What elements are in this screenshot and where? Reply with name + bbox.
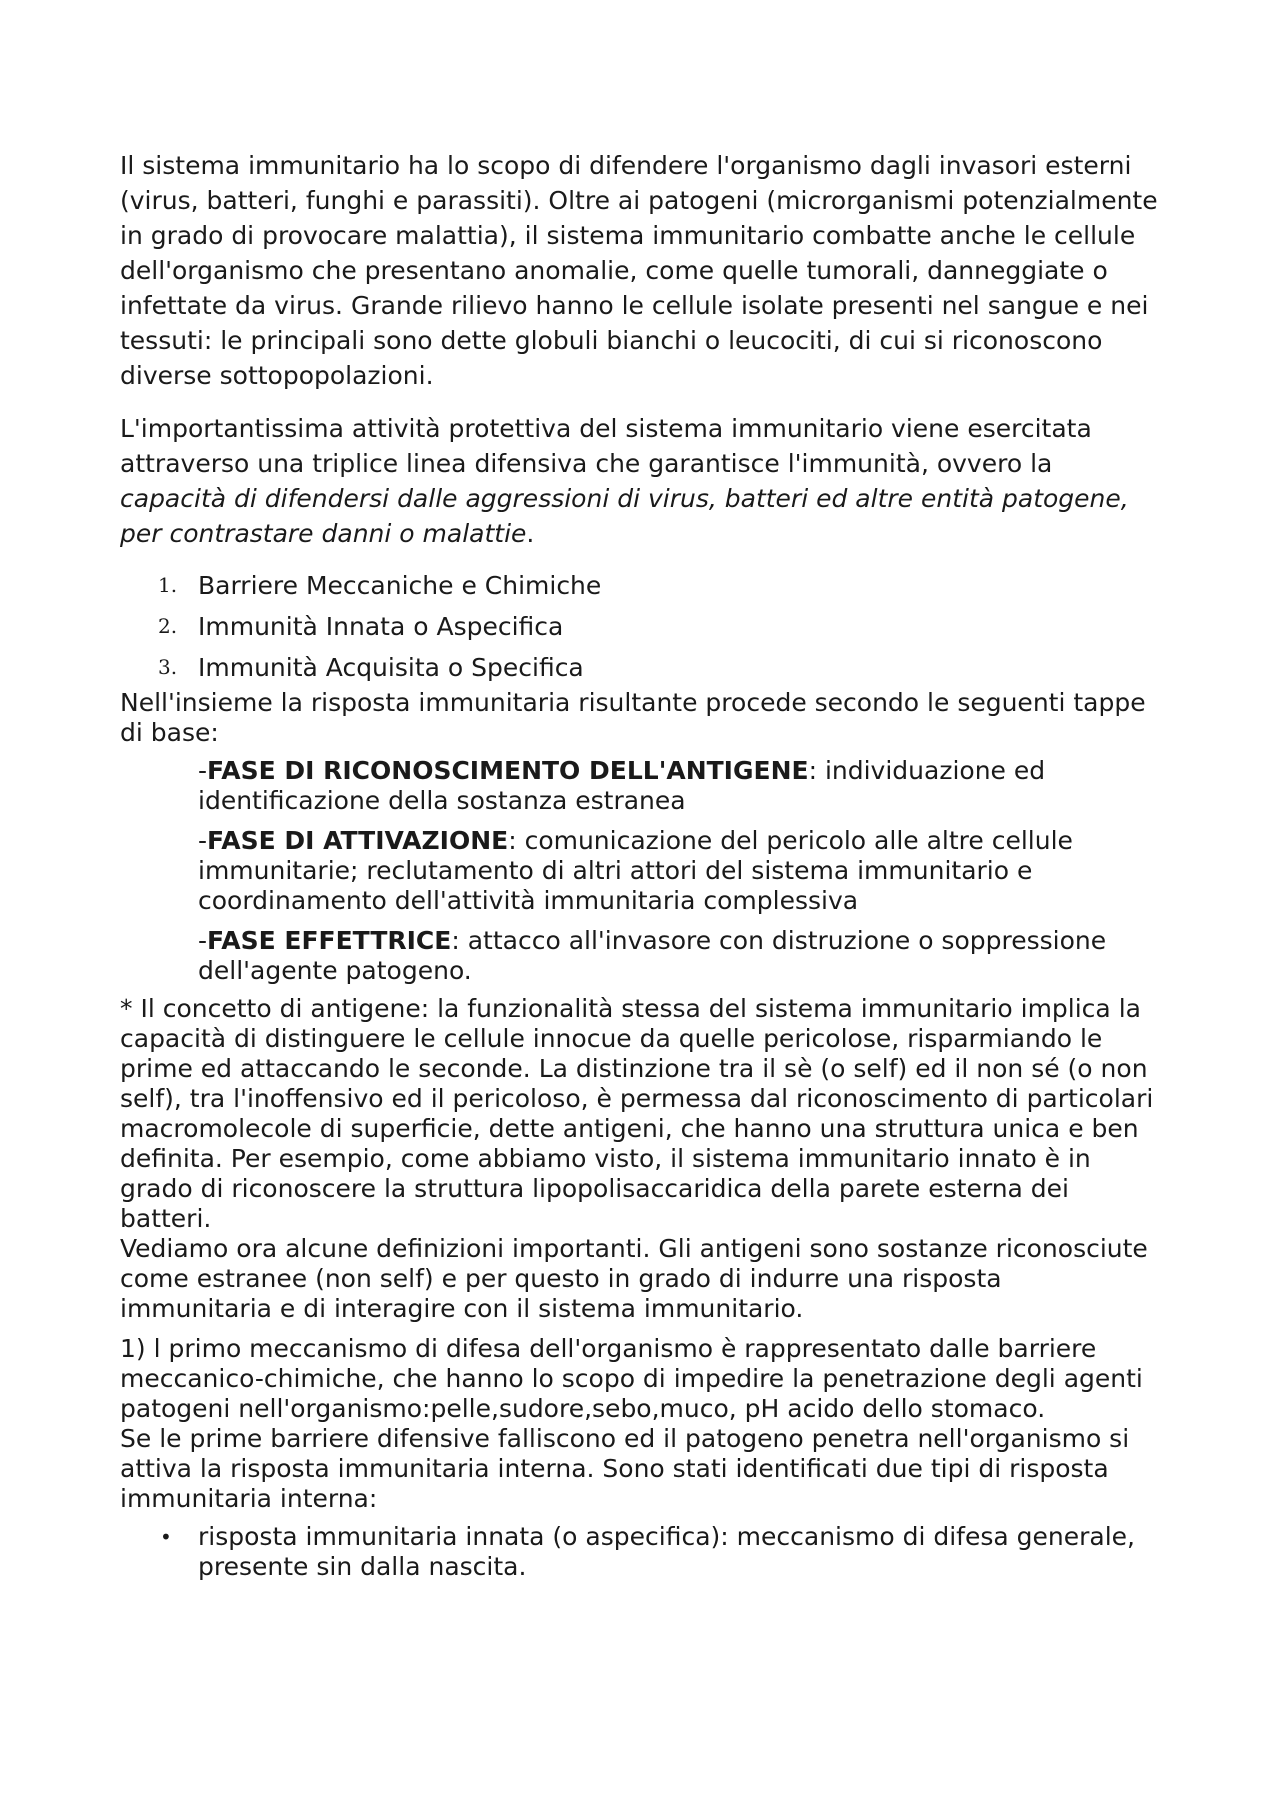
phase-item xyxy=(120,826,1160,916)
list-item xyxy=(120,606,1160,647)
immunity-paragraph xyxy=(120,411,1160,551)
phase-dash: - xyxy=(198,926,208,955)
list-item xyxy=(120,647,1160,688)
phases-intro: Nell'insieme la risposta immunitaria risultante procede secondo le seguenti tappe di base: xyxy=(120,688,1146,747)
phase-title: FASE DI ATTIVAZIONE xyxy=(207,826,509,855)
list-number: 1. xyxy=(158,573,178,597)
list-item-text: risposta immunitaria innata (o aspecifica): meccanismo di difesa generale, presente sin dalla nascita. xyxy=(198,1522,1135,1581)
phase-desc: : comunicazione del pericolo alle altre cellule immunitarie; reclutamento di altri attori del sistema immunitario e coordinamento dell'attività immunitaria complessiva xyxy=(198,826,1073,915)
phase-dash: - xyxy=(198,826,208,855)
list-item-label: Immunità Innata o Aspecifica xyxy=(198,612,564,641)
immunity-tail: . xyxy=(526,519,535,548)
immunity-definition: capacità di difendersi dalle aggressioni di virus, batteri ed altre entità patogene, per contrastare danni o malattie xyxy=(120,484,1129,548)
antigen-note: * Il concetto di antigene: la funzionalità stessa del sistema immunitario implica la capacità di distinguere le cellule innocue da quelle pericolose, risparmiando le prime ed attaccando le seconde. La distinzione tra il sè (o self) ed il non sé (o non self), tra l'inoffensivo ed il pericoloso, è permessa dal riconoscimento di particolari macromolecole di superficie, dette antigeni, che hanno una struttura unica e ben definita. Per esempio, come abbiamo visto, il sistema immunitario innato è in grado di riconoscere la struttura lipopolisaccaridica della parete esterna dei batteri. xyxy=(120,994,1154,1233)
bullet-icon: • xyxy=(160,1525,172,1549)
list-item xyxy=(120,1522,1160,1582)
phase-title: FASE EFFETTRICE xyxy=(207,926,452,955)
internal-response-paragraph: Se le prime barriere difensive falliscono ed il patogeno penetra nell'organismo si attiva la risposta immunitaria interna. Sono stati identificati due tipi di risposta immunitaria interna: xyxy=(120,1424,1130,1513)
list-number: 3. xyxy=(158,655,178,679)
phase-item xyxy=(120,756,1160,816)
phases-list xyxy=(120,756,1160,986)
phase-item xyxy=(120,926,1160,986)
phase-title: FASE DI RICONOSCIMENTO DELL'ANTIGENE xyxy=(207,756,809,785)
phase-desc: : attacco all'invasore con distruzione o soppressione dell'agente patogeno. xyxy=(198,926,1107,985)
list-item-label: Immunità Acquisita o Specifica xyxy=(198,653,584,682)
definitions-paragraph: Vediamo ora alcune definizioni importanti. Gli antigeni sono sostanze riconosciute come estranee (non self) e per questo in grado di indurre una risposta immunitaria e di interagire con il sistema immunitario. xyxy=(120,1234,1148,1323)
intro-paragraph: Il sistema immunitario ha lo scopo di difendere l'organismo dagli invasori esterni (virus, batteri, funghi e parassiti). Oltre ai patogeni (microrganismi potenzialmente in grado di provocare malattia), il sistema immunitario combatte anche le cellule dell'organismo che presentano anomalie, come quelle tumorali, danneggiate o infettate da virus. Grande rilievo hanno le cellule isolate presenti nel sangue e nei tessuti: le principali sono dette globuli bianchi o leucociti, di cui si riconoscono diverse sottopopolazioni. xyxy=(120,151,1158,390)
immunity-lead: L'importantissima attività protettiva del sistema immunitario viene esercitata attraverso una triplice linea difensiva che garantisce l'immunità, ovvero la xyxy=(120,414,1092,478)
first-mechanism-paragraph: 1) l primo meccanismo di difesa dell'organismo è rappresentato dalle barriere meccanico-chimiche, che hanno lo scopo di impedire la penetrazione degli agenti patogeni nell'organismo:pelle,sudore,sebo,muco, pH acido dello stomaco. xyxy=(120,1334,1143,1423)
response-types-list xyxy=(120,1522,1160,1582)
list-number: 2. xyxy=(158,614,178,638)
phase-dash: - xyxy=(198,756,208,785)
list-item xyxy=(120,565,1160,606)
phase-desc: : individuazione ed identificazione della sostanza estranea xyxy=(198,756,1046,815)
list-item-label: Barriere Meccaniche e Chimiche xyxy=(198,571,602,600)
defense-lines-list xyxy=(120,565,1160,688)
